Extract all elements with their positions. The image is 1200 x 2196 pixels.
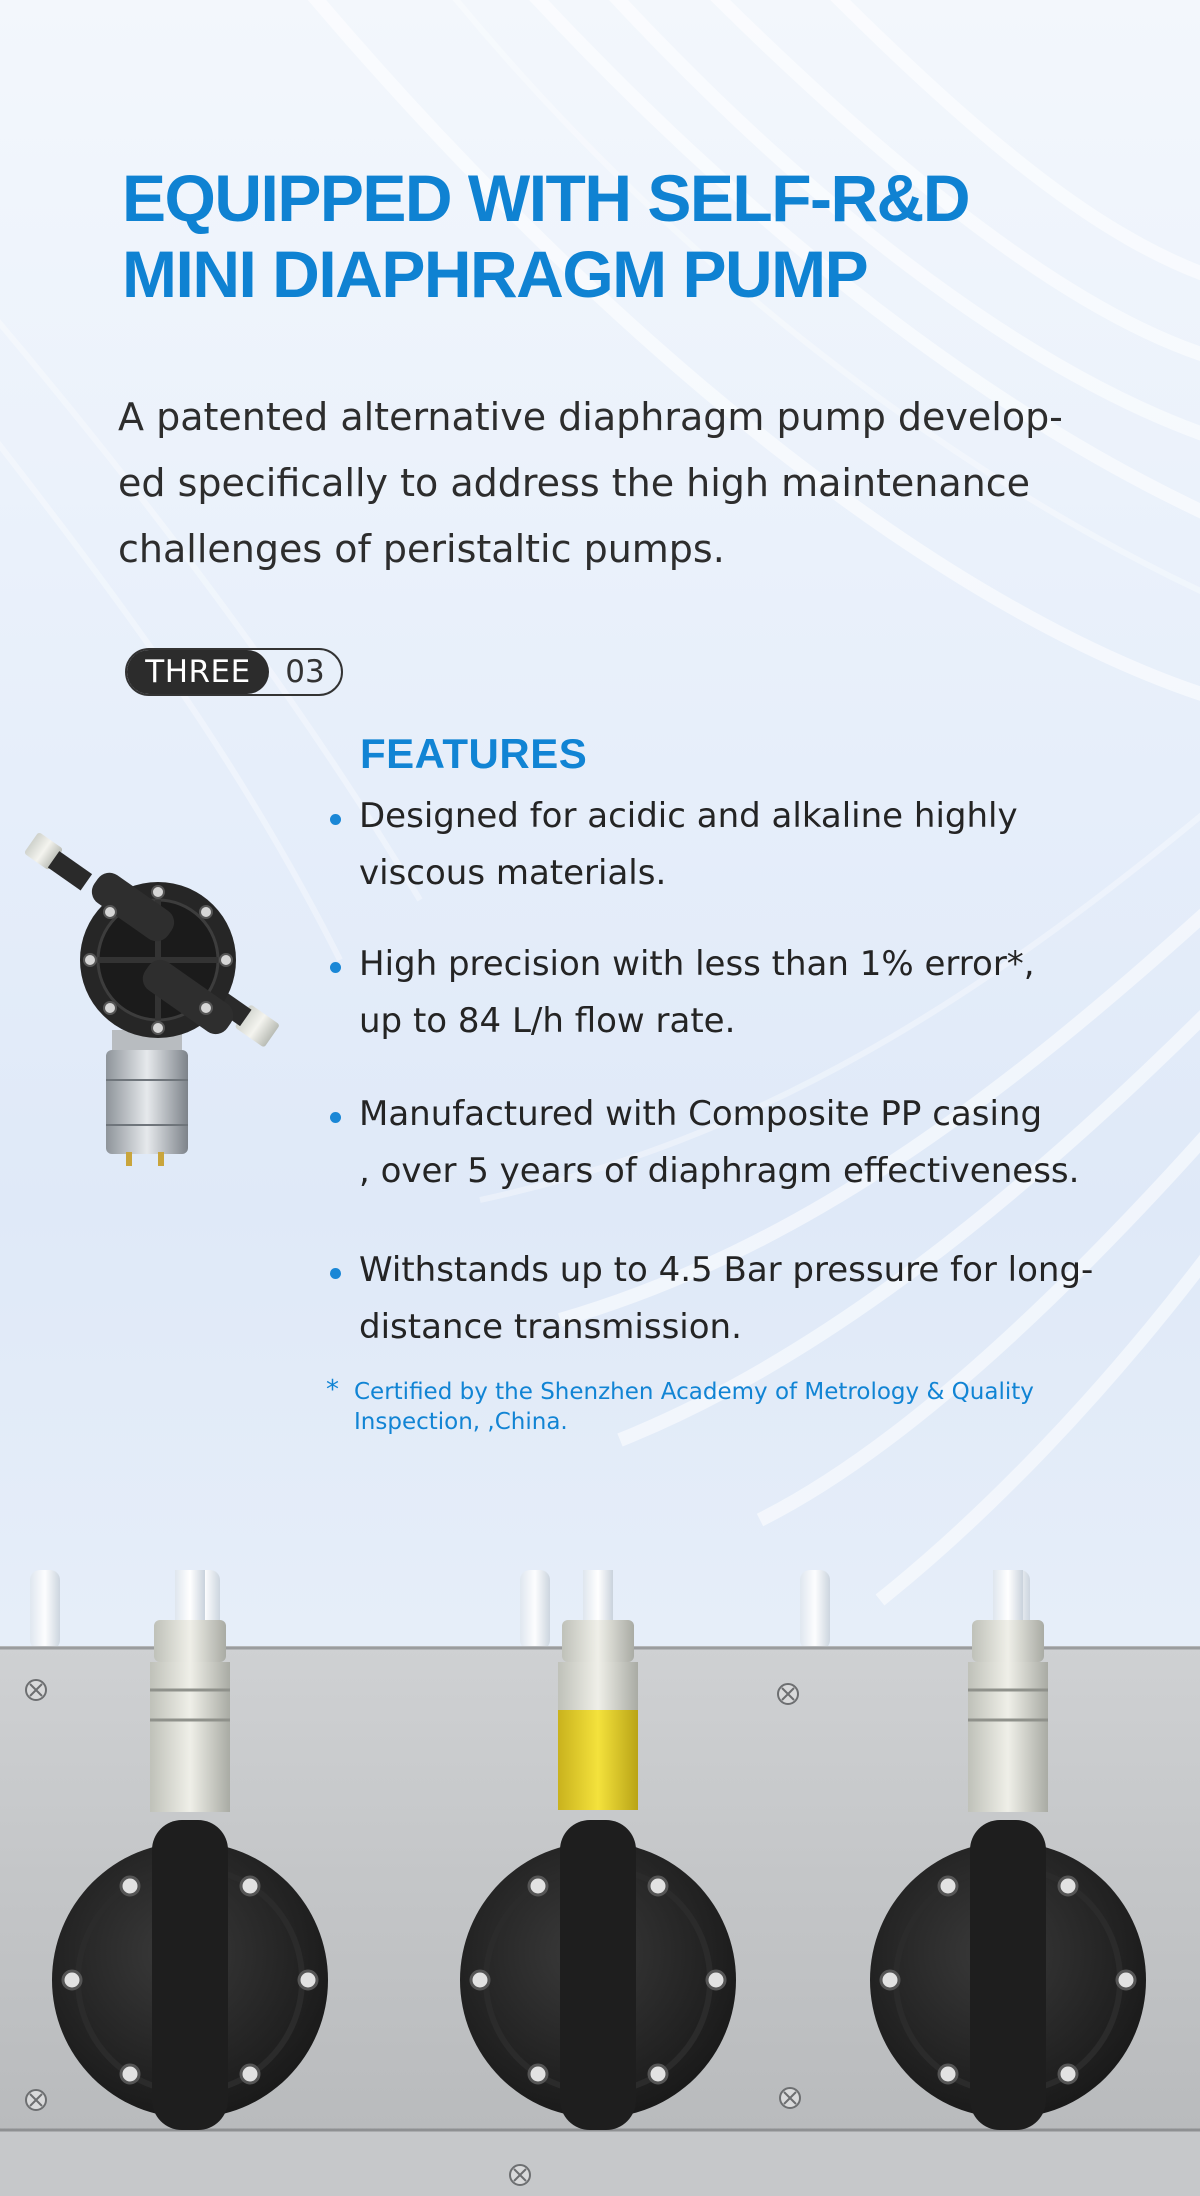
feature-line: Designed for acidic and alkaline highly [359, 796, 1018, 836]
footnote-line: Inspection, ,China. [354, 1409, 568, 1435]
feature-line: High precision with less than 1% error*, [359, 944, 1035, 984]
title-line-1: EQUIPPED WITH SELF-R&D [122, 161, 970, 235]
feature-line: , over 5 years of diaphragm effectiveness. [359, 1151, 1080, 1191]
footnote-line: Certified by the Shenzhen Academy of Metrology & Quality [354, 1379, 1034, 1405]
feature-line: up to 84 L/h flow rate. [359, 1001, 736, 1041]
diaphragm-pump-icon [18, 830, 308, 1170]
intro-line-3: challenges of peristaltic pumps. [118, 527, 725, 571]
page-title [122, 160, 969, 312]
features-heading: FEATURES [360, 730, 588, 777]
bullet-dot-icon [330, 962, 341, 973]
title-line-2: MINI DIAPHRAGM PUMP [122, 237, 868, 311]
feature-line: Withstands up to 4.5 Bar pressure for long- [359, 1250, 1094, 1290]
feature-text [359, 788, 1018, 902]
feature-line: viscous materials. [359, 853, 667, 893]
footnote-text [354, 1377, 1034, 1437]
step-badge-word: THREE [127, 650, 269, 694]
feature-line: distance transmission. [359, 1307, 742, 1347]
bullet-dot-icon [330, 814, 341, 825]
step-badge [125, 648, 343, 696]
pump-machine-illustration [0, 1570, 1200, 2196]
feature-line: Manufactured with Composite PP casing [359, 1094, 1043, 1134]
feature-text [359, 1086, 1079, 1200]
feature-text [359, 936, 1035, 1050]
step-badge-number: 03 [285, 654, 325, 690]
bullet-dot-icon [330, 1268, 341, 1279]
footnote-asterisk: * [326, 1375, 339, 1405]
feature-text [359, 1242, 1093, 1356]
bullet-dot-icon [330, 1112, 341, 1123]
intro-paragraph [118, 384, 1118, 582]
intro-line-2: ed specifically to address the high maintenance [118, 461, 1031, 505]
intro-line-1: A patented alternative diaphragm pump develop- [118, 395, 1063, 439]
